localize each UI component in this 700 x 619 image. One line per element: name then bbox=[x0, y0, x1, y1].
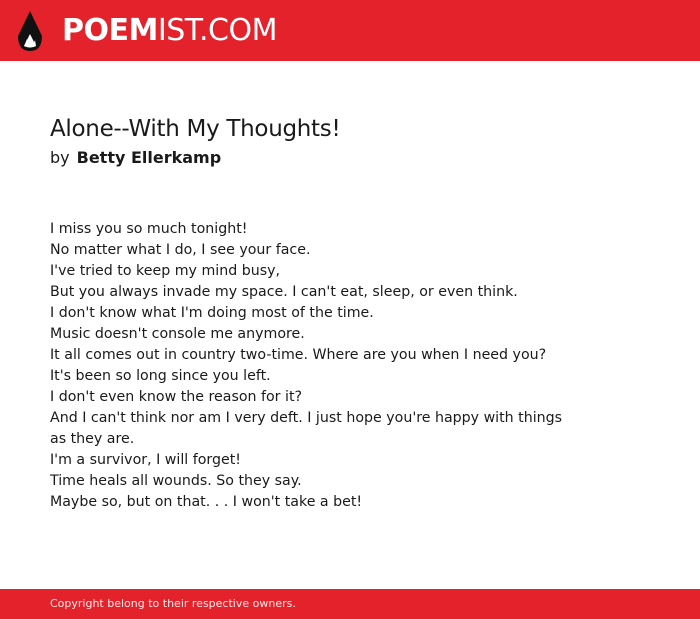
poem-line: I'm a survivor, I will forget! bbox=[50, 452, 241, 468]
site-brand-name bbox=[62, 10, 277, 52]
site-logo-link[interactable] bbox=[17, 10, 277, 52]
poem-title: Alone--With My Thoughts! bbox=[50, 116, 341, 142]
poem-line: I've tried to keep my mind busy, bbox=[50, 263, 281, 279]
pencil-tip-icon bbox=[17, 10, 43, 52]
poem-line: It's been so long since you left. bbox=[50, 368, 271, 384]
site-header bbox=[0, 0, 700, 61]
poem-line: It all comes out in country two-time. Where are you when I need you? bbox=[50, 347, 547, 363]
poem-line: But you always invade my space. I can't eat, sleep, or even think. bbox=[50, 284, 518, 300]
poem-line: I don't know what I'm doing most of the time. bbox=[50, 305, 374, 321]
site-footer bbox=[0, 589, 700, 619]
poem-line: Music doesn't console me anymore. bbox=[50, 326, 305, 342]
poem-body bbox=[50, 219, 563, 513]
poem-line: I miss you so much tonight! bbox=[50, 221, 248, 237]
poem-line: No matter what I do, I see your face. bbox=[50, 242, 311, 258]
brand-bold: POEM bbox=[62, 13, 158, 48]
copyright-text: Copyright belong to their respective owners. bbox=[50, 597, 296, 610]
poem-line: as they are. bbox=[50, 431, 135, 447]
brand-light: IST.COM bbox=[157, 13, 277, 48]
poem-line: And I can't think nor am I very deft. I just hope you're happy with things bbox=[50, 410, 563, 426]
author-name: Betty Ellerkamp bbox=[76, 148, 222, 167]
byline bbox=[50, 148, 221, 167]
poem-line: Time heals all wounds. So they say. bbox=[50, 473, 302, 489]
poem-line: I don't even know the reason for it? bbox=[50, 389, 303, 405]
poem-line: Maybe so, but on that. . . I won't take a bet! bbox=[50, 494, 363, 510]
by-label: by bbox=[50, 148, 70, 167]
